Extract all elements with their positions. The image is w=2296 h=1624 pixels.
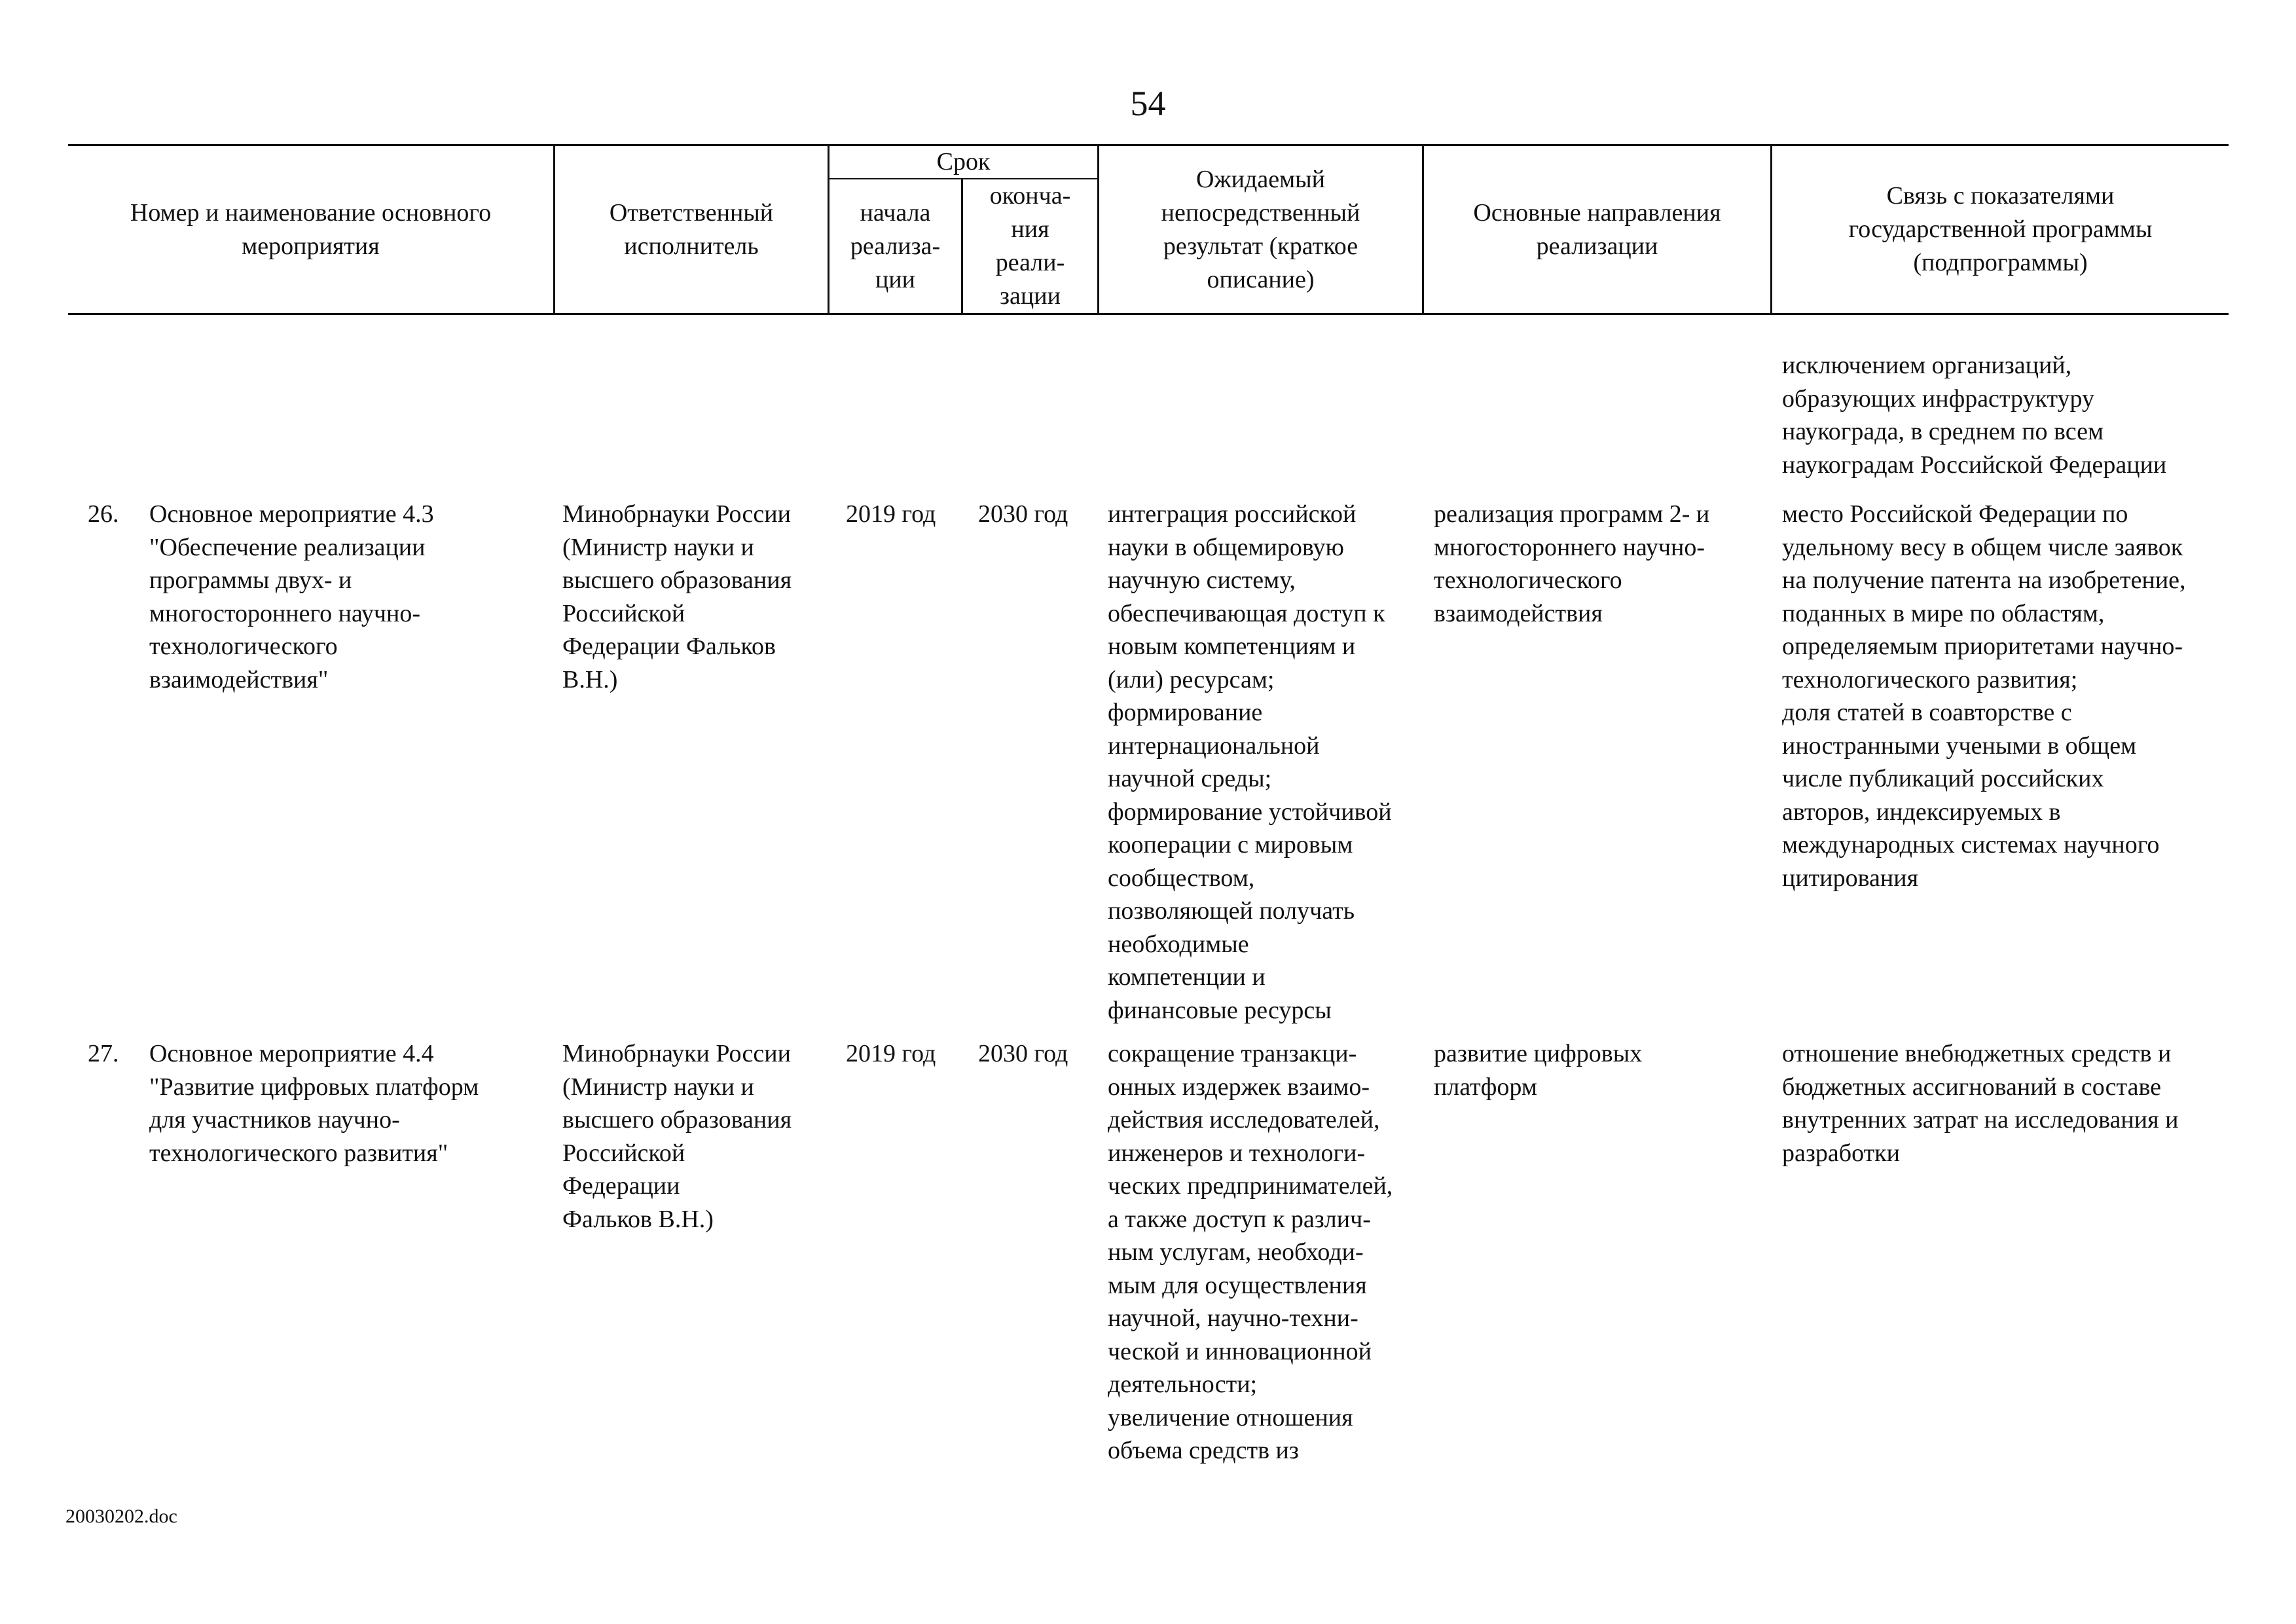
header-activity-name: Номер и наименование основного мероприятия [130,198,492,260]
row-26-number: 26. [88,500,119,528]
header-directions: Основные направления реализации [1473,198,1721,260]
row-26-activity-name: Основное мероприятие 4.3 "Обеспечение реализации программы двух- и многостороннего научно- технологического взаимодействия" [149,500,434,693]
header-indicators: Связь с показателями государственной программы (подпрограммы) [1848,182,2153,276]
row-26-end: 2030 год [978,500,1068,528]
row-27-start: 2019 год [846,1040,936,1067]
row-26-directions: реализация программ 2- и многостороннего научно- технологического взаимодействия [1434,500,1710,627]
row-27-number: 27. [88,1040,119,1067]
header-expected-result: Ожидаемый непосредственный результат (краткое описание) [1161,165,1360,293]
row-27-executor: Минобрнауки России (Министр науки и высшего образования Российской Федерации Фальков В.Н.) [562,1040,792,1233]
row-26-executor: Минобрнауки России (Министр науки и высшего образования Российской Федерации Фальков В.Н.) [562,500,792,693]
row-27-activity-name: Основное мероприятие 4.4 "Развитие цифровых платформ для участников научно- технологического развития" [149,1040,479,1167]
row-27-expected-result: сокращение транзакци- онных издержек взаимо- действия исследователей, инженеров и технологи- ческих предпринимателей, а также доступ к различ- ным услугам, необходи- мым для осуществления научной, научно-техни- ческой и инновационной деятельности; увеличение отношения объема средств из [1108,1040,1393,1464]
header-bottom-rule [68,313,2229,315]
continuation-indicators: исключением организаций, образующих инфраструктуру наукограда, в среднем по всем наукоградам Российской Федерации [1782,352,2167,479]
row-27-indicators: отношение внебюджетных средств и бюджетных ассигнований в составе внутренних затрат на исследования и разработки [1782,1040,2179,1167]
row-26-indicators: место Российской Федерации по удельному весу в общем числе заявок на получение патента на изобретение, поданных в мире по областям, определяемым приоритетами научно- технологического развития; доля статей в соавторстве с иностранными учеными в общем числе публикаций российских авторов, индексируемых в международных системах научного цитирования [1782,500,2186,892]
row-26-expected-result: интеграция российской науки в общемировую научную систему, обеспечивающая доступ к новым компетенциям и (или) ресурсам; формирование интернациональной научной среды; формирование устойчивой кооперации с мировым сообществом, позволяющей получать необходимые компетенции и финансовые ресурсы [1108,500,1392,1024]
row-27-directions: развитие цифровых платформ [1434,1040,1643,1101]
page-number: 54 [1130,84,1166,123]
document-filename: 20030202.doc [65,1505,177,1527]
header-executor: Ответственный исполнитель [609,198,774,260]
header-start: начала реализа- ции [850,198,941,293]
row-27-end: 2030 год [978,1040,1068,1067]
header-end: оконча- ния реали- зации [989,182,1071,310]
header-term-group: Срок [936,148,991,175]
row-26-start: 2019 год [846,500,936,528]
